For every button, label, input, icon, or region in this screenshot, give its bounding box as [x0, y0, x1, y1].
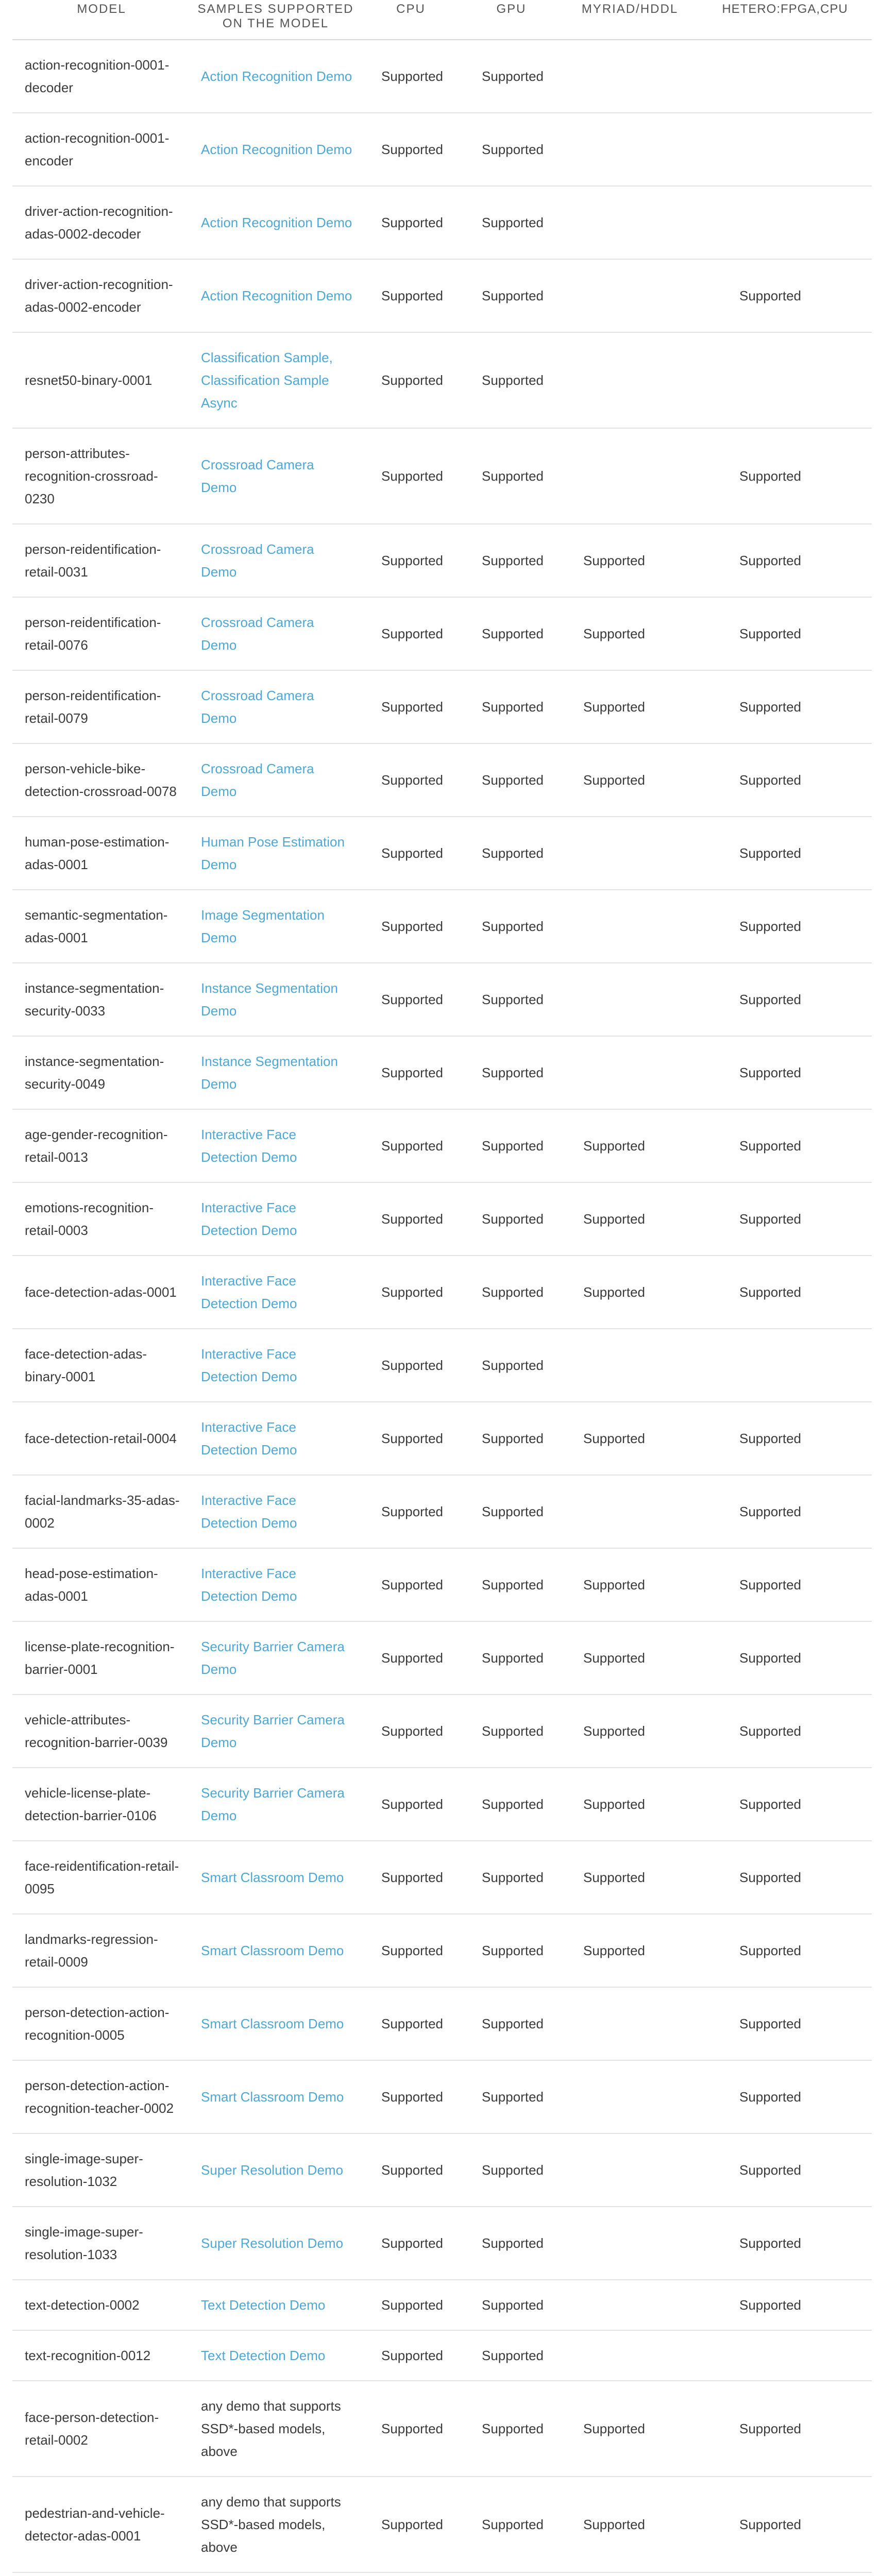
cpu-support-cell: Supported: [361, 817, 461, 890]
hetero-support-cell: [698, 332, 872, 428]
sample-link[interactable]: Text Detection Demo: [201, 2297, 326, 2313]
sample-link[interactable]: Super Resolution Demo: [201, 2162, 344, 2178]
table-row: [12, 1402, 872, 1475]
model-name-cell: face-detection-adas-0001: [12, 1256, 191, 1329]
sample-link[interactable]: Interactive Face Detection Demo: [201, 1493, 297, 1531]
hetero-support-cell: Supported: [698, 2207, 872, 2280]
myriad-support-cell: [562, 2572, 698, 2576]
hetero-support-cell: Supported: [698, 2280, 872, 2330]
table-body: [12, 40, 872, 2576]
sample-link[interactable]: Interactive Face Detection Demo: [201, 1200, 297, 1238]
hetero-support-cell: Supported: [698, 1914, 872, 1987]
header-model: MODEL: [12, 0, 191, 40]
hetero-support-cell: Supported: [698, 670, 872, 743]
header-myriad: MYRIAD/HDDL: [562, 0, 698, 40]
sample-link[interactable]: Smart Classroom Demo: [201, 1943, 344, 1958]
myriad-support-cell: Supported: [562, 2381, 698, 2477]
table-row: [12, 2060, 872, 2133]
header-hetero: HETERO:FPGA,CPU: [698, 0, 872, 40]
samples-cell: [191, 1256, 361, 1329]
hetero-support-cell: Supported: [698, 743, 872, 817]
table-row: [12, 428, 872, 524]
samples-cell: [191, 2381, 361, 2477]
myriad-support-cell: Supported: [562, 743, 698, 817]
model-name-cell: single-image-super-resolution-1033: [12, 2207, 191, 2280]
model-name-cell: text-recognition-0012: [12, 2330, 191, 2381]
sample-link[interactable]: Interactive Face Detection Demo: [201, 1127, 297, 1165]
hetero-support-cell: Supported: [698, 1841, 872, 1914]
gpu-support-cell: Supported: [461, 1402, 562, 1475]
table-row: [12, 1475, 872, 1548]
gpu-support-cell: Supported: [461, 1621, 562, 1694]
table-row: [12, 1841, 872, 1914]
myriad-support-cell: Supported: [562, 2477, 698, 2572]
sample-link[interactable]: Interactive Face Detection Demo: [201, 1346, 297, 1384]
samples-cell: [191, 428, 361, 524]
table-row: [12, 2381, 872, 2477]
model-name-cell: head-pose-estimation-adas-0001: [12, 1548, 191, 1621]
myriad-support-cell: Supported: [562, 1914, 698, 1987]
model-name-cell: landmarks-regression-retail-0009: [12, 1914, 191, 1987]
model-name-cell: driver-action-recognition-adas-0002-decoder: [12, 186, 191, 259]
samples-cell: [191, 332, 361, 428]
myriad-support-cell: [562, 113, 698, 186]
samples-cell: [191, 1329, 361, 1402]
hetero-support-cell: Supported: [698, 2477, 872, 2572]
sample-link[interactable]: Security Barrier Camera Demo: [201, 1785, 345, 1823]
model-name-cell: pedestrian-and-vehicle-detector-adas-0001: [12, 2477, 191, 2572]
myriad-support-cell: [562, 2330, 698, 2381]
table-row: [12, 1914, 872, 1987]
gpu-support-cell: Supported: [461, 186, 562, 259]
cpu-support-cell: Supported: [361, 597, 461, 670]
samples-cell: [191, 670, 361, 743]
gpu-support-cell: Supported: [461, 1109, 562, 1182]
samples-cell: [191, 1475, 361, 1548]
hetero-support-cell: Supported: [698, 1402, 872, 1475]
cpu-support-cell: Supported: [361, 2477, 461, 2572]
cpu-support-cell: Supported: [361, 1256, 461, 1329]
gpu-support-cell: [461, 2572, 562, 2576]
cpu-support-cell: Supported: [361, 428, 461, 524]
sample-link[interactable]: Action Recognition Demo: [201, 215, 352, 230]
gpu-support-cell: Supported: [461, 2133, 562, 2207]
myriad-support-cell: Supported: [562, 1694, 698, 1768]
hetero-support-cell: Supported: [698, 1475, 872, 1548]
model-name-cell: face-detection-adas-binary-0001: [12, 1329, 191, 1402]
gpu-support-cell: Supported: [461, 524, 562, 597]
model-name-cell: single-image-super-resolution-1032: [12, 2133, 191, 2207]
gpu-support-cell: Supported: [461, 2381, 562, 2477]
samples-cell: [191, 1402, 361, 1475]
sample-link[interactable]: Smart Classroom Demo: [201, 1870, 344, 1885]
samples-cell: [191, 2280, 361, 2330]
model-name-cell: person-reidentification-retail-0079: [12, 670, 191, 743]
hetero-support-cell: Supported: [698, 1768, 872, 1841]
sample-link[interactable]: Smart Classroom Demo: [201, 2089, 344, 2105]
hetero-support-cell: Supported: [698, 1621, 872, 1694]
cpu-support-cell: Supported: [361, 40, 461, 113]
gpu-support-cell: Supported: [461, 597, 562, 670]
model-name-cell: action-recognition-0001-decoder: [12, 40, 191, 113]
cpu-support-cell: Supported: [361, 1329, 461, 1402]
table-row: [12, 2207, 872, 2280]
sample-link[interactable]: Crossroad Camera Demo: [201, 761, 314, 799]
model-name-cell: resnet50-binary-0001: [12, 332, 191, 428]
samples-cell: [191, 1036, 361, 1109]
header-samples: SAMPLES SUPPORTED ON THE MODEL: [191, 0, 361, 40]
samples-cell: [191, 1841, 361, 1914]
table-row: [12, 963, 872, 1036]
samples-cell: [191, 2572, 361, 2576]
cpu-support-cell: Supported: [361, 1109, 461, 1182]
hetero-support-cell: Supported: [698, 2133, 872, 2207]
model-name-cell: person-detection-action-recognition-0005: [12, 1987, 191, 2060]
model-name-cell: age-gender-recognition-retail-0013: [12, 1109, 191, 1182]
myriad-support-cell: Supported: [562, 670, 698, 743]
sample-link[interactable]: Super Resolution Demo: [201, 2235, 344, 2251]
myriad-support-cell: [562, 40, 698, 113]
sample-link[interactable]: Classification Sample Async: [201, 372, 329, 411]
hetero-support-cell: Supported: [698, 1694, 872, 1768]
table-row: [12, 1109, 872, 1182]
cpu-support-cell: Supported: [361, 1621, 461, 1694]
models-support-table: [12, 0, 872, 2576]
gpu-support-cell: Supported: [461, 1036, 562, 1109]
samples-cell: [191, 1182, 361, 1256]
cpu-support-cell: Supported: [361, 1914, 461, 1987]
gpu-support-cell: Supported: [461, 1841, 562, 1914]
hetero-support-cell: Supported: [698, 524, 872, 597]
samples-cell: [191, 2477, 361, 2572]
model-name-cell: vehicle-attributes-recognition-barrier-0039: [12, 1694, 191, 1768]
model-name-cell: text-detection-0002: [12, 2280, 191, 2330]
sample-link[interactable]: Instance Segmentation Demo: [201, 980, 338, 1019]
sample-text: any demo that supports SSD*-based models, above: [201, 2398, 341, 2459]
model-name-cell: person-detection-action-recognition-teacher-0002: [12, 2060, 191, 2133]
header-gpu: GPU: [461, 0, 562, 40]
gpu-support-cell: Supported: [461, 1987, 562, 2060]
gpu-support-cell: Supported: [461, 2330, 562, 2381]
myriad-support-cell: [562, 817, 698, 890]
hetero-support-cell: Supported: [698, 963, 872, 1036]
samples-cell: [191, 2133, 361, 2207]
table-row: [12, 1987, 872, 2060]
hetero-support-cell: Supported: [698, 817, 872, 890]
table-row: [12, 2133, 872, 2207]
table-row: [12, 597, 872, 670]
hetero-support-cell: Supported: [698, 597, 872, 670]
myriad-support-cell: [562, 2207, 698, 2280]
cpu-support-cell: Supported: [361, 2133, 461, 2207]
sample-separator: ,: [329, 350, 333, 365]
sample-link[interactable]: Action Recognition Demo: [201, 288, 352, 303]
sample-link[interactable]: Action Recognition Demo: [201, 142, 352, 157]
sample-link[interactable]: Instance Segmentation Demo: [201, 1054, 338, 1092]
gpu-support-cell: Supported: [461, 963, 562, 1036]
model-name-cell: person-reidentification-retail-0031: [12, 524, 191, 597]
cpu-support-cell: [361, 2572, 461, 2576]
myriad-support-cell: [562, 1475, 698, 1548]
gpu-support-cell: Supported: [461, 2207, 562, 2280]
model-name-cell: human-pose-estimation-adas-0001: [12, 817, 191, 890]
cpu-support-cell: Supported: [361, 743, 461, 817]
cpu-support-cell: Supported: [361, 113, 461, 186]
table-row: [12, 524, 872, 597]
cpu-support-cell: Supported: [361, 890, 461, 963]
table-row: [12, 186, 872, 259]
sample-link[interactable]: Security Barrier Camera Demo: [201, 1639, 345, 1677]
samples-cell: [191, 1768, 361, 1841]
header-cpu: CPU: [361, 0, 461, 40]
sample-link[interactable]: Crossroad Camera Demo: [201, 457, 314, 495]
cpu-support-cell: Supported: [361, 524, 461, 597]
hetero-support-cell: Supported: [698, 1109, 872, 1182]
myriad-support-cell: [562, 428, 698, 524]
gpu-support-cell: Supported: [461, 332, 562, 428]
gpu-support-cell: Supported: [461, 1768, 562, 1841]
cpu-support-cell: Supported: [361, 186, 461, 259]
sample-link[interactable]: Interactive Face Detection Demo: [201, 1566, 297, 1604]
myriad-support-cell: Supported: [562, 1621, 698, 1694]
myriad-support-cell: Supported: [562, 597, 698, 670]
samples-cell: [191, 1914, 361, 1987]
samples-cell: [191, 2330, 361, 2381]
table-row: [12, 40, 872, 113]
cpu-support-cell: Supported: [361, 1182, 461, 1256]
sample-link[interactable]: Interactive Face Detection Demo: [201, 1419, 297, 1458]
myriad-support-cell: [562, 259, 698, 332]
cpu-support-cell: Supported: [361, 2280, 461, 2330]
samples-cell: [191, 1109, 361, 1182]
cpu-support-cell: Supported: [361, 1694, 461, 1768]
cpu-support-cell: Supported: [361, 2060, 461, 2133]
cpu-support-cell: Supported: [361, 2381, 461, 2477]
samples-cell: [191, 817, 361, 890]
myriad-support-cell: Supported: [562, 1841, 698, 1914]
gpu-support-cell: Supported: [461, 817, 562, 890]
table-row: [12, 1256, 872, 1329]
samples-cell: [191, 1621, 361, 1694]
sample-link[interactable]: Security Barrier Camera Demo: [201, 1712, 345, 1750]
gpu-support-cell: Supported: [461, 2477, 562, 2572]
gpu-support-cell: Supported: [461, 259, 562, 332]
model-name-cell: face-detection-retail-0004: [12, 1402, 191, 1475]
sample-link[interactable]: Classification Sample: [201, 350, 329, 365]
model-name-cell: driver-action-recognition-adas-0002-encoder: [12, 259, 191, 332]
myriad-support-cell: [562, 2133, 698, 2207]
myriad-support-cell: [562, 332, 698, 428]
gpu-support-cell: Supported: [461, 670, 562, 743]
hetero-support-cell: [698, 2572, 872, 2576]
cpu-support-cell: Supported: [361, 1036, 461, 1109]
table-row: [12, 2330, 872, 2381]
cpu-support-cell: Supported: [361, 963, 461, 1036]
table-row: [12, 1768, 872, 1841]
hetero-support-cell: Supported: [698, 2381, 872, 2477]
myriad-support-cell: Supported: [562, 1548, 698, 1621]
sample-link[interactable]: Human Pose Estimation Demo: [201, 834, 345, 872]
samples-cell: [191, 2060, 361, 2133]
myriad-support-cell: [562, 1329, 698, 1402]
table-row: [12, 1182, 872, 1256]
table-row: [12, 113, 872, 186]
samples-cell: [191, 40, 361, 113]
table-row: [12, 2280, 872, 2330]
table-row: [12, 332, 872, 428]
table-row: [12, 1621, 872, 1694]
hetero-support-cell: Supported: [698, 1987, 872, 2060]
table-header: [12, 0, 872, 40]
gpu-support-cell: Supported: [461, 1475, 562, 1548]
cpu-support-cell: Supported: [361, 1402, 461, 1475]
model-name-cell: person-reidentification-retail-0076: [12, 597, 191, 670]
samples-cell: [191, 1548, 361, 1621]
table-row: [12, 1548, 872, 1621]
header-row: [12, 0, 872, 40]
hetero-support-cell: [698, 40, 872, 113]
myriad-support-cell: [562, 1036, 698, 1109]
model-name-cell: semantic-segmentation-adas-0001: [12, 890, 191, 963]
model-name-cell: action-recognition-0001-encoder: [12, 113, 191, 186]
cpu-support-cell: Supported: [361, 670, 461, 743]
table-row: [12, 2572, 872, 2576]
samples-cell: [191, 963, 361, 1036]
table-row: [12, 1694, 872, 1768]
table-row: [12, 2477, 872, 2572]
myriad-support-cell: [562, 2280, 698, 2330]
samples-cell: [191, 186, 361, 259]
hetero-support-cell: [698, 113, 872, 186]
cpu-support-cell: Supported: [361, 259, 461, 332]
gpu-support-cell: Supported: [461, 113, 562, 186]
table-row: [12, 1036, 872, 1109]
myriad-support-cell: Supported: [562, 1768, 698, 1841]
gpu-support-cell: Supported: [461, 1548, 562, 1621]
hetero-support-cell: Supported: [698, 259, 872, 332]
model-name-cell: person-vehicle-bike-detection-crossroad-0078: [12, 743, 191, 817]
sample-text: any demo that supports SSD*-based models, above: [201, 2494, 341, 2555]
table-row: [12, 670, 872, 743]
model-name-cell: face-reidentification-retail-0095: [12, 1841, 191, 1914]
sample-link[interactable]: Crossroad Camera Demo: [201, 688, 314, 726]
cpu-support-cell: Supported: [361, 1768, 461, 1841]
cpu-support-cell: Supported: [361, 2330, 461, 2381]
table-row: [12, 817, 872, 890]
myriad-support-cell: [562, 2060, 698, 2133]
myriad-support-cell: [562, 890, 698, 963]
hetero-support-cell: [698, 186, 872, 259]
hetero-support-cell: Supported: [698, 2060, 872, 2133]
sample-link[interactable]: Text Detection Demo: [201, 2348, 326, 2363]
hetero-support-cell: Supported: [698, 1256, 872, 1329]
model-name-cell: emotions-recognition-retail-0003: [12, 1182, 191, 1256]
model-name-cell: facial-landmarks-35-adas-0002: [12, 1475, 191, 1548]
samples-cell: [191, 113, 361, 186]
sample-link[interactable]: Action Recognition Demo: [201, 69, 352, 84]
sample-link[interactable]: Interactive Face Detection Demo: [201, 1273, 297, 1311]
myriad-support-cell: Supported: [562, 524, 698, 597]
gpu-support-cell: Supported: [461, 2280, 562, 2330]
sample-link[interactable]: Crossroad Camera Demo: [201, 541, 314, 580]
model-name-cell: instance-segmentation-security-0049: [12, 1036, 191, 1109]
gpu-support-cell: Supported: [461, 1694, 562, 1768]
samples-cell: [191, 1694, 361, 1768]
gpu-support-cell: Supported: [461, 743, 562, 817]
cpu-support-cell: Supported: [361, 1841, 461, 1914]
gpu-support-cell: Supported: [461, 890, 562, 963]
hetero-support-cell: Supported: [698, 428, 872, 524]
gpu-support-cell: Supported: [461, 2060, 562, 2133]
gpu-support-cell: Supported: [461, 1329, 562, 1402]
table-row: [12, 890, 872, 963]
gpu-support-cell: Supported: [461, 428, 562, 524]
samples-cell: [191, 2207, 361, 2280]
myriad-support-cell: [562, 963, 698, 1036]
sample-link[interactable]: Smart Classroom Demo: [201, 2016, 344, 2031]
samples-cell: [191, 743, 361, 817]
samples-cell: [191, 259, 361, 332]
myriad-support-cell: Supported: [562, 1182, 698, 1256]
cpu-support-cell: Supported: [361, 1475, 461, 1548]
cpu-support-cell: Supported: [361, 1987, 461, 2060]
sample-link[interactable]: Image Segmentation Demo: [201, 907, 325, 945]
model-name-cell: vehicle-license-plate-detection-barrier-0106: [12, 1768, 191, 1841]
gpu-support-cell: Supported: [461, 1182, 562, 1256]
myriad-support-cell: [562, 1987, 698, 2060]
samples-cell: [191, 597, 361, 670]
model-name-cell: [12, 2572, 191, 2576]
myriad-support-cell: Supported: [562, 1109, 698, 1182]
gpu-support-cell: Supported: [461, 1256, 562, 1329]
hetero-support-cell: [698, 2330, 872, 2381]
myriad-support-cell: Supported: [562, 1402, 698, 1475]
hetero-support-cell: Supported: [698, 1036, 872, 1109]
sample-link[interactable]: Crossroad Camera Demo: [201, 615, 314, 653]
samples-cell: [191, 524, 361, 597]
model-name-cell: person-attributes-recognition-crossroad-0230: [12, 428, 191, 524]
model-name-cell: instance-segmentation-security-0033: [12, 963, 191, 1036]
hetero-support-cell: Supported: [698, 890, 872, 963]
cpu-support-cell: Supported: [361, 332, 461, 428]
hetero-support-cell: Supported: [698, 1548, 872, 1621]
model-name-cell: face-person-detection-retail-0002: [12, 2381, 191, 2477]
samples-cell: [191, 1987, 361, 2060]
myriad-support-cell: [562, 186, 698, 259]
table-row: [12, 1329, 872, 1402]
hetero-support-cell: Supported: [698, 1182, 872, 1256]
table-row: [12, 259, 872, 332]
samples-cell: [191, 890, 361, 963]
table-row: [12, 743, 872, 817]
cpu-support-cell: Supported: [361, 2207, 461, 2280]
myriad-support-cell: Supported: [562, 1256, 698, 1329]
gpu-support-cell: Supported: [461, 40, 562, 113]
cpu-support-cell: Supported: [361, 1548, 461, 1621]
gpu-support-cell: Supported: [461, 1914, 562, 1987]
hetero-support-cell: [698, 1329, 872, 1402]
model-name-cell: license-plate-recognition-barrier-0001: [12, 1621, 191, 1694]
